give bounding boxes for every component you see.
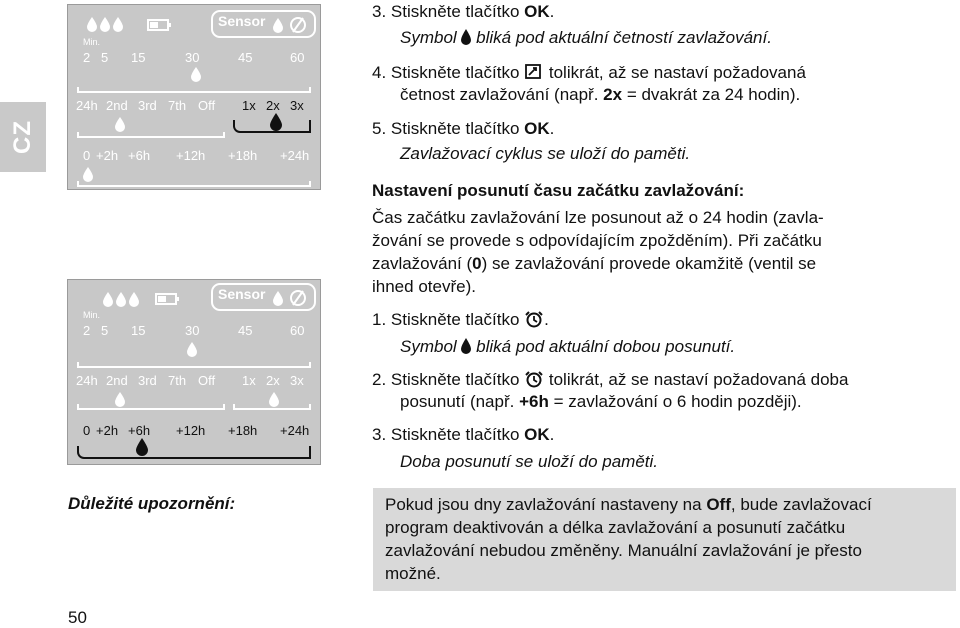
note-line: program deaktivován a délka zavlažování a posunutí začátku: [385, 518, 846, 537]
sensor-label: Sensor: [218, 13, 266, 29]
water-drop-icon: [461, 29, 471, 45]
minute-value: 5: [101, 323, 109, 338]
sensor-label: Sensor: [218, 286, 266, 302]
times-option: 2x: [266, 98, 280, 113]
section-heading: Nastavení posunutí času začátku zavlažování:: [372, 181, 745, 200]
water-drop-icon: [461, 338, 471, 354]
offset-option: +2h: [96, 148, 119, 163]
step-5-note: Zavlažovací cyklus se uloží do paměti.: [400, 144, 691, 163]
paragraph-line: Čas začátku zavlažování lze posunout až o 24 hodin (zavla-: [372, 208, 824, 227]
offset-option: 0: [83, 148, 91, 163]
day-option: Off: [198, 373, 216, 388]
offset-step-2-cont: posunutí (např. +6h = zavlažování o 6 hodin později).: [400, 392, 802, 411]
day-option: 2nd: [106, 98, 128, 113]
battery-icon: [156, 294, 179, 304]
offset-option: +24h: [280, 148, 310, 163]
offset-step-2: 2. Stiskněte tlačítko tolikrát, až se nastaví požadovaná doba: [372, 370, 849, 389]
minute-value: 2: [83, 323, 91, 338]
paragraph-line: ihned otevře).: [372, 277, 476, 296]
day-option: 24h: [76, 98, 98, 113]
paragraph-line: žování se provede s odpovídajícím zpožděním). Při začátku: [372, 231, 822, 250]
offset-step-3-note: Doba posunutí se uloží do paměti.: [400, 452, 658, 471]
note-line: Pokud jsou dny zavlažování nastaveny na Off, bude zavlažovací: [385, 495, 872, 514]
important-note-title: Důležité upozornění:: [68, 494, 236, 513]
day-option: 7th: [168, 98, 187, 113]
day-option: 2nd: [106, 373, 128, 388]
alarm-clock-icon: [524, 370, 544, 388]
offset-step-1: 1. Stiskněte tlačítko .: [372, 310, 549, 329]
minute-value: 45: [238, 323, 253, 338]
day-option: Off: [198, 98, 216, 113]
day-option: 7th: [168, 373, 187, 388]
min-label: Min.: [83, 310, 101, 320]
page-number: 50: [68, 608, 87, 627]
lcd-display-offset: [67, 279, 321, 465]
note-line: možné.: [385, 564, 441, 583]
times-option: 3x: [290, 98, 304, 113]
step-4-cont: četnost zavlažování (např. 2x = dvakrát za 24 hodin).: [400, 85, 801, 104]
paragraph-line: zavlažování (0) se zavlažování provede okamžitě (ventil se: [372, 254, 817, 273]
step-3-note: Symbol bliká pod aktuální četností zavlažování.: [400, 28, 772, 47]
minute-value: 45: [238, 50, 253, 65]
minute-value: 30: [185, 50, 200, 65]
frequency-button-icon: [524, 63, 544, 81]
lcd-display-frequency: [67, 4, 321, 190]
times-option: 2x: [266, 373, 280, 388]
alarm-clock-icon: [524, 310, 544, 328]
language-tab-label: CZ: [9, 120, 36, 154]
day-option: 24h: [76, 373, 98, 388]
day-option: 3rd: [138, 373, 157, 388]
times-option: 3x: [290, 373, 304, 388]
step-5: 5. Stiskněte tlačítko OK.: [372, 119, 555, 138]
minute-value: 30: [185, 323, 200, 338]
min-label: Min.: [83, 37, 101, 47]
minute-value: 60: [290, 323, 305, 338]
offset-option: +18h: [228, 148, 258, 163]
times-option: 1x: [242, 98, 256, 113]
battery-icon: [148, 20, 171, 30]
offset-step-1-note: Symbol bliká pod aktuální dobou posunutí.: [400, 337, 736, 356]
rain-sensor-icon: [273, 291, 305, 306]
minute-value: 15: [131, 323, 146, 338]
offset-option: 0: [83, 423, 91, 438]
offset-option: +24h: [280, 423, 310, 438]
offset-step-3: 3. Stiskněte tlačítko OK.: [372, 425, 555, 444]
offset-option: +18h: [228, 423, 258, 438]
rain-sensor-icon: [273, 18, 305, 33]
offset-option: +12h: [176, 148, 206, 163]
minute-value: 5: [101, 50, 109, 65]
step-3: 3. Stiskněte tlačítko OK.: [372, 2, 555, 21]
times-option: 1x: [242, 373, 256, 388]
language-tab: [0, 102, 46, 172]
offset-option: +6h: [128, 148, 151, 163]
water-level-icon: [87, 17, 123, 32]
day-option: 3rd: [138, 98, 157, 113]
minute-value: 2: [83, 50, 91, 65]
minute-value: 15: [131, 50, 146, 65]
step-4: 4. Stiskněte tlačítko tolikrát, až se nastaví požadovaná: [372, 63, 806, 82]
water-level-icon: [103, 292, 139, 307]
offset-option: +12h: [176, 423, 206, 438]
minute-value: 60: [290, 50, 305, 65]
note-line: zavlažování nebudou změněny. Manuální zavlažování je přesto: [385, 541, 862, 560]
important-note-box: [373, 488, 956, 591]
offset-option: +6h: [128, 423, 151, 438]
offset-option: +2h: [96, 423, 119, 438]
